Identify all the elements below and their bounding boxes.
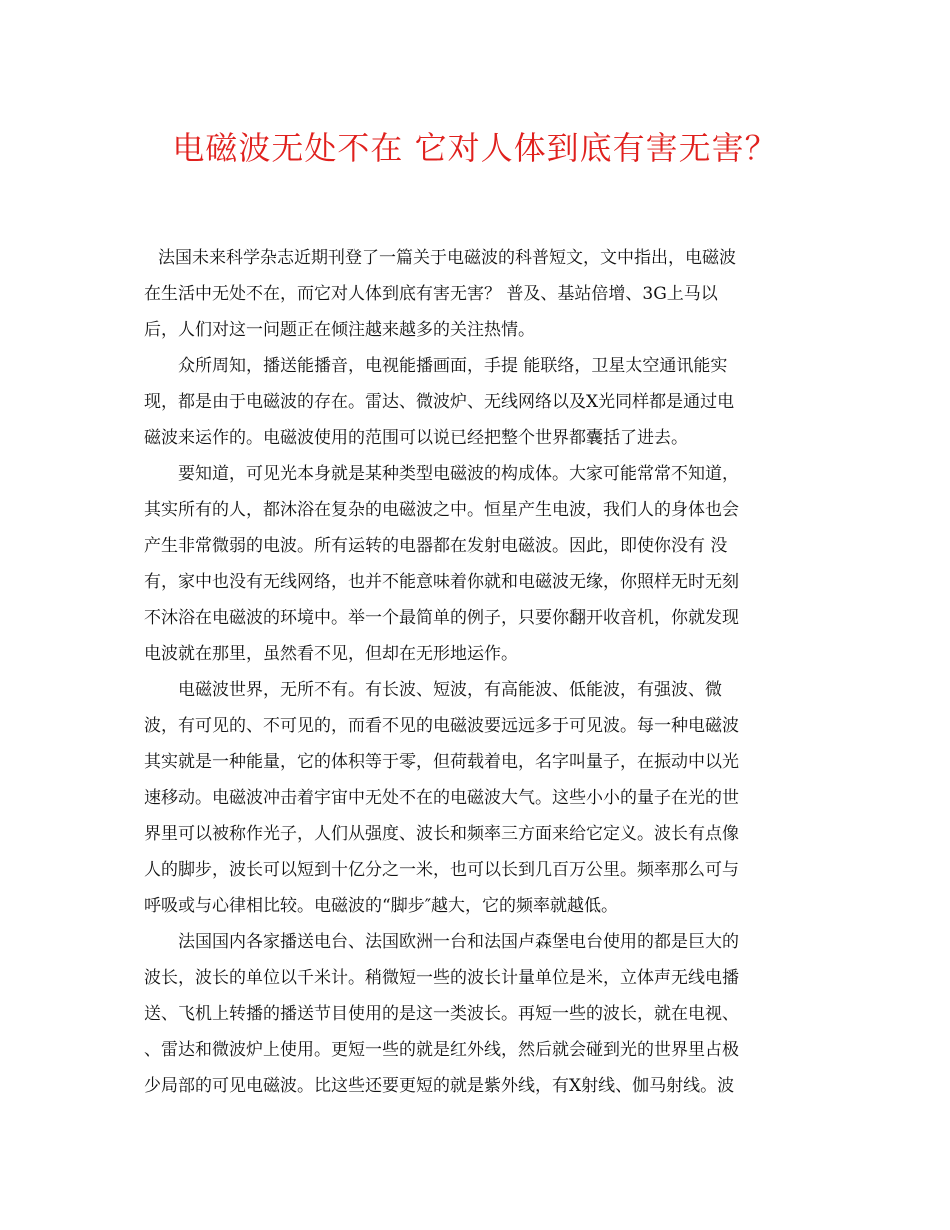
paragraph-line: 其实所有的人，都沐浴在复杂的电磁波之中。恒星产生电波，我们人的身体也会 bbox=[144, 500, 739, 520]
paragraph-1 bbox=[144, 240, 804, 348]
paragraph-line: 呼吸或与心律相比较。电磁波的“脚步″越大，它的频率就越低。 bbox=[144, 896, 619, 916]
paragraph-5 bbox=[144, 924, 804, 1104]
paragraph-line: 速移动。电磁波冲击着宇宙中无处不在的电磁波大气。这些小小的量子在光的世 bbox=[144, 788, 739, 808]
document-body bbox=[144, 240, 804, 1104]
paragraph-line: 产生非常微弱的电波。所有运转的电器都在发射电磁波。因此，即使你没有 没 bbox=[144, 536, 728, 556]
paragraph-line: 不沐浴在电磁波的环境中。举一个最简单的例子，只要你翻开收音机，你就发现 bbox=[144, 608, 739, 628]
paragraph-line: 法国国内各家播送电台、法国欧洲一台和法国卢森堡电台使用的都是巨大的 bbox=[178, 932, 739, 952]
paragraph-line: 现，都是由于电磁波的存在。雷达、微波炉、无线网络以及X光同样都是通过电 bbox=[144, 392, 735, 412]
paragraph-3 bbox=[144, 456, 804, 672]
paragraph-line: 众所周知，播送能播音，电视能播画面，手提 能联络，卫星太空通讯能实 bbox=[178, 356, 728, 376]
paragraph-line: 送、飞机上转播的播送节目使用的是这一类波长。再短一些的波长，就在电视、 bbox=[144, 1004, 739, 1024]
paragraph-line: 电波就在那里，虽然看不见，但却在无形地运作。 bbox=[144, 644, 518, 664]
paragraph-4 bbox=[144, 672, 804, 924]
paragraph-line: 波，有可见的、不可见的，而看不见的电磁波要远远多于可见波。每一种电磁波 bbox=[144, 716, 739, 736]
paragraph-line: 电磁波世界，无所不有。有长波、短波，有高能波、低能波，有强波、微 bbox=[178, 680, 722, 700]
paragraph-line: 要知道，可见光本身就是某种类型电磁波的构成体。大家可能常常不知道， bbox=[178, 464, 739, 484]
paragraph-line: 后，人们对这一问题正在倾注越来越多的关注热情。 bbox=[144, 320, 535, 340]
paragraph-line: 界里可以被称作光子，人们从强度、波长和频率三方面来给它定义。波长有点像 bbox=[144, 824, 739, 844]
paragraph-line: 人的脚步，波长可以短到十亿分之一米，也可以长到几百万公里。频率那么可与 bbox=[144, 860, 739, 880]
paragraph-line: 法国未来科学杂志近期刊登了一篇关于电磁波的科普短文，文中指出，电磁波 bbox=[158, 248, 736, 268]
paragraph-line: 其实就是一种能量，它的体积等于零，但荷载着电，名字叫量子，在振动中以光 bbox=[144, 752, 739, 772]
paragraph-line: 在生活中无处不在，而它对人体到底有害无害？ 普及、基站倍增、3G上马以 bbox=[144, 284, 718, 304]
paragraph-line: 磁波来运作的。电磁波使用的范围可以说已经把整个世界都囊括了进去。 bbox=[144, 428, 688, 448]
document-title: 电磁波无处不在 它对人体到底有害无害？ bbox=[172, 129, 778, 167]
paragraph-line: 、雷达和微波炉上使用。更短一些的就是红外线，然后就会碰到光的世界里占极 bbox=[144, 1040, 739, 1060]
paragraph-line: 少局部的可见电磁波。比这些还要更短的就是紫外线，有X射线、伽马射线。波 bbox=[144, 1076, 735, 1096]
paragraph-2 bbox=[144, 348, 804, 456]
paragraph-line: 有，家中也没有无线网络，也并不能意味着你就和电磁波无缘，你照样无时无刻 bbox=[144, 572, 739, 592]
paragraph-line: 波长，波长的单位以千米计。稍微短一些的波长计量单位是米，立体声无线电播 bbox=[144, 968, 739, 988]
